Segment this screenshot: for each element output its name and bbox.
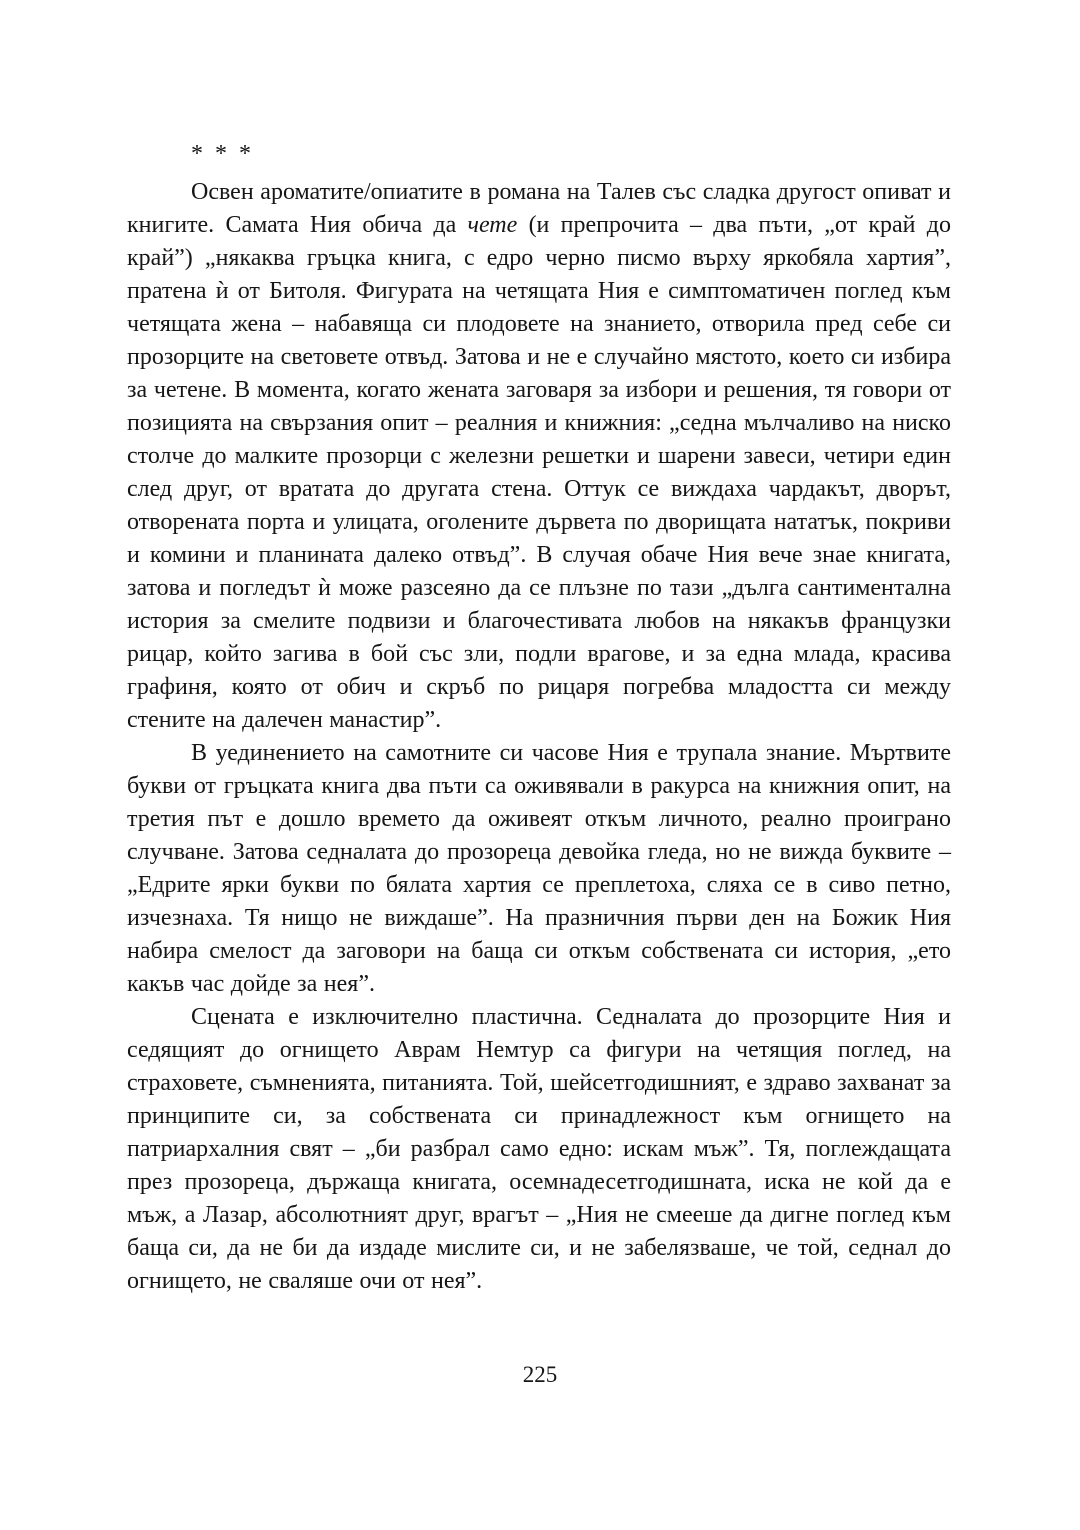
text-block <box>127 138 951 1298</box>
body-text: Освен ароматите/опиатите в романа на Талев със сладка другост опиват и книгите. Самата Ния обича да <box>127 179 951 238</box>
section-marker: * * * <box>191 141 254 167</box>
body-text: (и препрочита – два пъти, „от край до край”) „някаква гръцка книга, с едро черно писмо върху яркобяла хартия”, пратена ѝ от Битоля. Фигурата на четящата Ния е симптоматичен поглед към четящата жена – набавяща си плодовете на знанието, отворила пред себе си прозорците на световете отвъд. Затова и не е случайно мястото, което си избира за четене. В момента, когато жената заговаря за избори и решения, тя говори от позицията на свързания опит – реалния и книжния: „седна мълчаливо на ниско столче до малките прозорци с железни решетки и шарени завеси, четири един след друг, от вратата до другата стена. Оттук се виждаха чардакът, дворът, отворената порта и улицата, оголените дървета по дворищата нататък, покриви и комини и планината далеко отвъд”. В случая обаче Ния вече знае книгата, затова и погледът ѝ може разсеяно да се плъзне по тази „дълга сантиментална история за смелите подвизи и благочестивата любов на някакъв французки рицар, който загива в бой със зли, подли врагове, и за една млада, красива графиня, която от обич и скръб по рицаря погребва младостта си между стените на далечен манастир”. <box>127 212 951 733</box>
paragraph <box>127 737 951 1001</box>
paragraph <box>127 1001 951 1298</box>
emphasized-text: чете <box>467 212 518 238</box>
body-text: Сцената е изключително пластична. Седналата до прозорците Ния и седящият до огнището Аврам Немтур са фигури на четящия поглед, на страховете, съмненията, питанията. Той, шейсетгодишният, е здраво захванат за принципите си, за собствената си принадлежност към огнището на патриархалния свят – „би разбрал само едно: искам мъж”. Тя, поглеждащата през прозореца, държаща книгата, осемнадесетгодишната, иска не кой да е мъж, а Лазар, абсолютният друг, врагът – „Ния не смееше да дигне поглед към баща си, да не би да издаде мислите си, и не забелязваше, че той, седнал до огнището, не сваляше очи от нея”. <box>127 1004 951 1294</box>
page-number: 225 <box>522 1362 558 1387</box>
body-text: В уединението на самотните си часове Ния е трупала знание. Мъртвите букви от гръцката книга два пъти са оживявали в ракурса на книжния опит, на третия път е дошло времето да оживеят откъм личното, реално проиграно случване. Затова седналата до прозореца девойка гледа, но не вижда буквите – „Едрите ярки букви по бялата хартия се преплетоха, сляха се в сиво петно, изчезнаха. Тя нищо не виждаше”. На празничния първи ден на Божик Ния набира смелост да заговори на баща си откъм собствената си история, „ето какъв час дойде за нея”. <box>127 740 951 997</box>
paragraph <box>127 176 951 737</box>
paragraphs-container <box>127 176 951 1298</box>
